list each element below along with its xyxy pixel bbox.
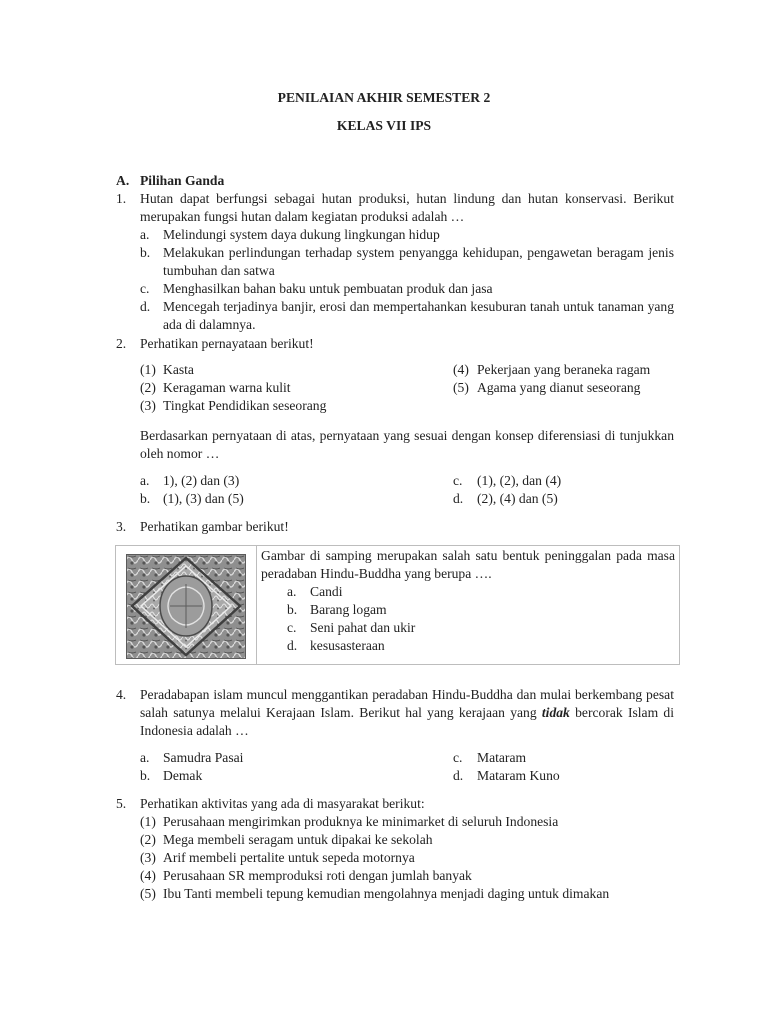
q5-statement-5-num: (5): [140, 886, 156, 901]
q3-number: 3.: [116, 519, 127, 534]
q2-statement-5-num: (5): [453, 380, 469, 395]
q4-option-a: Samudra Pasai: [163, 750, 244, 765]
q5-number: 5.: [116, 796, 127, 811]
exam-class: KELAS VII IPS: [336, 118, 432, 133]
q2-option-a: 1), (2) dan (3): [163, 473, 240, 488]
q2-statement-1: Kasta: [163, 362, 194, 377]
q2-statement-1-num: (1): [140, 362, 156, 377]
section-label: A.: [116, 173, 130, 188]
q2-option-c: (1), (2), dan (4): [477, 473, 562, 488]
q3-option-b-letter: b.: [287, 602, 298, 618]
q4-option-c-letter: c.: [453, 750, 463, 765]
q2-statement-3-num: (3): [140, 398, 156, 413]
q5-statement-3: Arif membeli pertalite untuk sepeda motornya: [163, 850, 415, 865]
q5-statement-2: Mega membeli seragam untuk dipakai ke sekolah: [163, 832, 433, 847]
q2-statement-4: Pekerjaan yang beraneka ragam: [477, 362, 651, 377]
q2-number: 2.: [116, 336, 127, 351]
q1-option-d: Mencegah terjadinya banjir, erosi dan mempertahankan kesuburan tanah untuk tanaman yang ada di dalamnya.: [163, 299, 674, 333]
q4-option-d: Mataram Kuno: [477, 768, 560, 783]
q2-question: Berdasarkan pernyataan di atas, pernyataan yang sesuai dengan konsep diferensiasi di tunjukkan oleh nomor …: [140, 428, 674, 462]
q3-option-row: [261, 637, 675, 655]
q2-option-b-letter: b.: [140, 491, 151, 506]
q2-statement-4-num: (4): [453, 362, 469, 377]
q5-statement-1: Perusahaan mengirimkan produknya ke minimarket di seluruh Indonesia: [163, 814, 559, 829]
section-title: Pilihan Ganda: [140, 173, 225, 188]
q1-option-c: Menghasilkan bahan baku untuk pembuatan produk dan jasa: [163, 281, 493, 296]
q2-option-c-letter: c.: [453, 473, 463, 488]
q3-figure-box: [115, 545, 680, 665]
q5-statement-2-num: (2): [140, 832, 156, 847]
q1-option-b: Melakukan perlindungan terhadap system penyangga kehidupan, pengawetan beragam jenis tumbuhan dan satwa: [163, 245, 674, 279]
q1-option-c-letter: c.: [140, 281, 150, 296]
q3-option-row: [261, 601, 675, 619]
q2-option-a-letter: a.: [140, 473, 150, 488]
exam-title: PENILAIAN AKHIR SEMESTER 2: [277, 90, 491, 105]
q3-text: Perhatikan gambar berikut!: [140, 519, 289, 534]
q3-option-c-letter: c.: [287, 620, 297, 636]
q2-option-d-letter: d.: [453, 491, 464, 506]
q1-option-a-letter: a.: [140, 227, 150, 242]
q4-option-b-letter: b.: [140, 768, 151, 783]
q4-emphasis: tidak: [541, 705, 570, 721]
q3-option-d: kesusasteraan: [310, 638, 385, 654]
q3-caption: Gambar di samping merupakan salah satu bentuk peninggalan pada masa peradaban Hindu-Buddha yang berupa ….: [261, 548, 675, 582]
q2-option-b: (1), (3) dan (5): [163, 491, 244, 506]
q3-option-row: [261, 583, 675, 601]
q5-statement-4: Perusahaan SR memproduksi roti dengan jumlah banyak: [163, 868, 472, 883]
q1-text: Hutan dapat berfungsi sebagai hutan produksi, hutan lindung dan hutan konservasi. Berikut merupakan fungsi hutan dalam kegiatan produksi adalah …: [140, 191, 674, 225]
q5-statement-1-num: (1): [140, 814, 156, 829]
q3-option-d-letter: d.: [287, 638, 298, 654]
q2-text: Perhatikan pernayataan berikut!: [140, 336, 314, 351]
q4-option-c: Mataram: [477, 750, 527, 765]
q2-statement-5: Agama yang dianut seseorang: [477, 380, 641, 395]
q3-option-a: Candi: [310, 584, 343, 600]
q1-option-a: Melindungi system daya dukung lingkungan hidup: [163, 227, 440, 242]
carved-relief-image: [126, 554, 246, 659]
q4-option-a-letter: a.: [140, 750, 150, 765]
q3-option-a-letter: a.: [287, 584, 297, 600]
q3-option-c: Seni pahat dan ukir: [310, 620, 416, 636]
q2-statement-3: Tingkat Pendidikan seseorang: [163, 398, 327, 413]
q1-number: 1.: [116, 191, 127, 206]
q5-text: Perhatikan aktivitas yang ada di masyarakat berikut:: [140, 796, 425, 811]
q4-text: [140, 686, 674, 741]
q4-text-before: Peradabapan islam muncul menggantikan peradaban Hindu-Buddha dan mulai berkembang pesat salah satunya melalui Kerajaan Islam. Berikut hal yang kerajaan yang: [140, 687, 674, 721]
q4-text-after: bercorak Islam di Indonesia adalah …: [140, 705, 675, 739]
q5-statement-3-num: (3): [140, 850, 156, 865]
q2-statement-2-num: (2): [140, 380, 156, 395]
q3-option-b: Barang logam: [310, 602, 387, 618]
q1-option-d-letter: d.: [140, 299, 151, 314]
q4-option-b: Demak: [163, 768, 203, 783]
q1-option-b-letter: b.: [140, 245, 151, 260]
q3-option-row: [261, 619, 675, 637]
q5-statement-4-num: (4): [140, 868, 156, 883]
q2-statement-2: Keragaman warna kulit: [163, 380, 291, 395]
q2-option-d: (2), (4) dan (5): [477, 491, 558, 506]
q4-option-d-letter: d.: [453, 768, 464, 783]
q5-statement-5: Ibu Tanti membeli tepung kemudian mengolahnya menjadi daging untuk dimakan: [163, 886, 610, 901]
q3-text-cell: [261, 547, 675, 655]
figure-divider: [256, 546, 257, 664]
q4-number: 4.: [116, 687, 127, 702]
